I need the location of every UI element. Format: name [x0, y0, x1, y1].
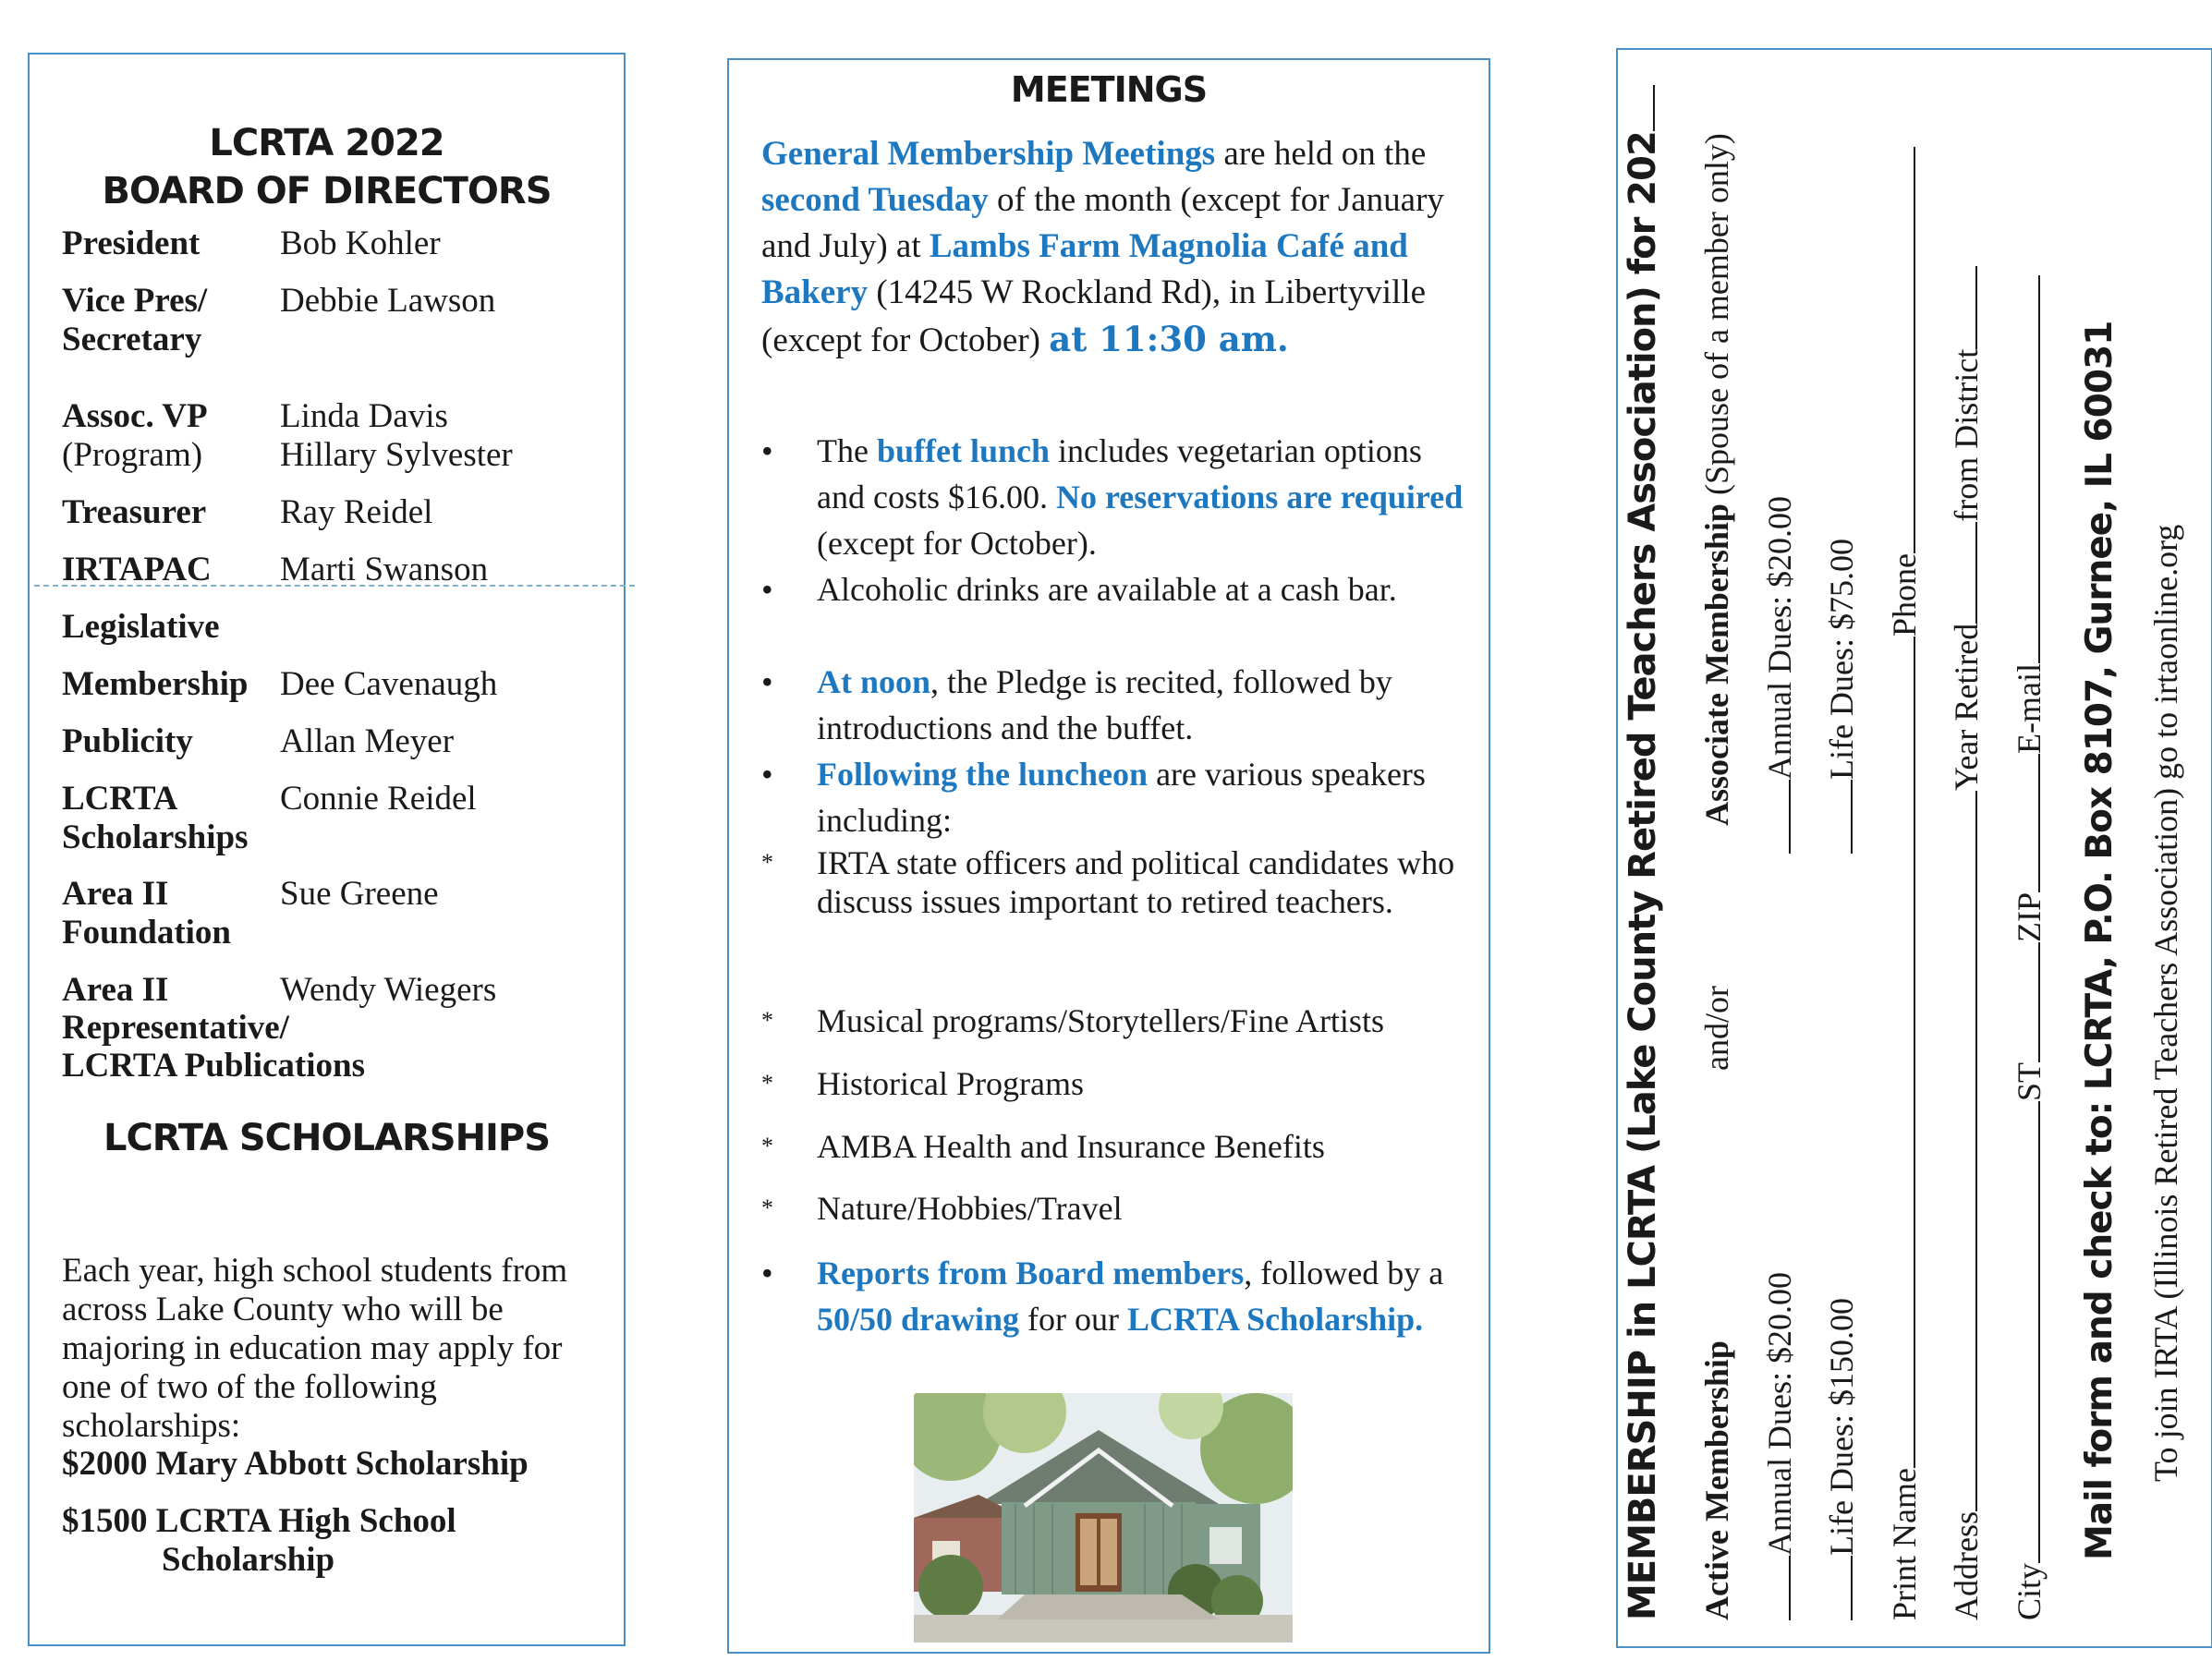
list-text: (except for October). — [817, 525, 1097, 562]
star-bullet: * — [761, 849, 773, 876]
associate-note: (Spouse of a member only) — [1698, 133, 1735, 504]
star-bullet: * — [761, 1194, 773, 1221]
list-text: , the Pledge is recited, followed by introductions and the buffet. — [817, 663, 1392, 746]
district-field[interactable] — [1950, 266, 1977, 349]
meetings-title: MEETINGS — [1010, 69, 1208, 110]
highlight-text: buffet lunch — [876, 432, 1050, 469]
list-text: The — [817, 432, 877, 469]
list-text: includes vegetarian options and costs $16.00. — [817, 432, 1422, 515]
scholarship-item-cont: Scholarship — [162, 1541, 335, 1579]
life-assoc-checkbox[interactable] — [1825, 780, 1853, 854]
zip-field[interactable] — [2012, 754, 2040, 892]
phone-field[interactable] — [1888, 147, 1915, 553]
star-bullet: * — [761, 1007, 773, 1034]
life-active-checkbox[interactable] — [1825, 1556, 1853, 1620]
highlight-text: At noon — [817, 663, 931, 700]
highlight-text: No reservations are required — [1055, 479, 1464, 515]
scholarship-item: $1500 LCRTA High School — [62, 1502, 456, 1540]
board-title-year: LCRTA 2022 — [209, 122, 444, 164]
board-name: Bob Kohler — [280, 224, 441, 262]
board-role: IRTAPAC — [62, 551, 212, 588]
zip-label: ZIP — [2011, 891, 2048, 942]
intro-text: of the month (except for January and July) at — [761, 181, 1444, 265]
board-role: Vice Pres/ — [62, 282, 208, 320]
list-text: IRTA state officers and political candidates who discuss issues important to retired teachers. — [817, 844, 1455, 920]
board-name: Sue Greene — [280, 875, 439, 913]
address-label: Address — [1948, 1511, 1985, 1620]
board-role: Foundation — [62, 914, 232, 952]
year-retired-label: Year Retired — [1948, 623, 1985, 792]
highlight-text: Lambs Farm Magnolia Café and Bakery — [761, 227, 1408, 311]
board-name: Marti Swanson — [280, 551, 489, 588]
board-role: Membership — [62, 665, 249, 703]
bullet: • — [761, 432, 773, 469]
board-role: Assoc. VP — [62, 397, 208, 435]
city-row — [2010, 275, 2048, 1620]
intro-text: are held on the — [1215, 135, 1427, 173]
life-assoc-label: Life Dues: $75.00 — [1823, 539, 1860, 780]
highlight-text: Following the luncheon — [817, 756, 1149, 793]
annual-assoc-label: Annual Dues: $20.00 — [1761, 496, 1798, 780]
scholarship-item: $2000 Mary Abbott Scholarship — [62, 1445, 529, 1483]
scholarships-description: Each year, high school students from across Lake County who will be majoring in education may apply for one of two of the following scholarships: — [62, 1252, 568, 1445]
list-text: AMBA Health and Insurance Benefits — [817, 1128, 1325, 1165]
st-field[interactable] — [2012, 942, 2040, 1062]
associate-membership-label: Associate Membership — [1698, 503, 1735, 826]
membership-form-panel — [1616, 48, 2212, 1648]
list-text: , followed by a — [1244, 1255, 1444, 1291]
active-membership-label: Active Membership — [1698, 1340, 1735, 1620]
life-active-label: Life Dues: $150.00 — [1823, 1298, 1860, 1556]
list-text: are various speakers including: — [817, 756, 1426, 839]
board-title: BOARD OF DIRECTORS — [102, 170, 552, 212]
board-name: Connie Reidel — [280, 780, 477, 818]
and-or-label: and/or — [1698, 986, 1735, 1071]
board-role: LCRTA — [62, 780, 178, 818]
phone-label: Phone — [1886, 553, 1923, 637]
highlight-text: LCRTA Scholarship. — [1127, 1301, 1424, 1338]
board-role: Legislative — [62, 608, 220, 646]
life-dues-row — [1822, 539, 1861, 1620]
list-text: Nature/Hobbies/Travel — [817, 1190, 1123, 1227]
board-role: Secretary — [62, 321, 202, 358]
board-role: (Program) — [62, 436, 203, 474]
email-label: E-mail — [2011, 663, 2048, 754]
city-label: City — [2011, 1562, 2048, 1620]
bullet: • — [761, 1255, 773, 1291]
print-name-label: Print Name — [1886, 1468, 1923, 1620]
city-field[interactable] — [2012, 1101, 2040, 1563]
email-field[interactable] — [2012, 275, 2040, 663]
board-name: Hillary Sylvester — [280, 436, 513, 474]
board-role: Area II — [62, 875, 169, 913]
highlight-text: 50/50 drawing — [817, 1301, 1020, 1338]
board-role: Scholarships — [62, 818, 249, 856]
rotated-form — [1622, 48, 2212, 1643]
annual-dues-row — [1760, 496, 1799, 1620]
meetings-panel — [727, 58, 1490, 1654]
list-text: Historical Programs — [817, 1065, 1084, 1102]
star-bullet: * — [761, 1133, 773, 1159]
from-district-label: from District — [1948, 348, 1985, 522]
address-field[interactable] — [1950, 791, 1977, 1511]
board-role: LCRTA Publications — [62, 1047, 365, 1085]
board-name: Wendy Wiegers — [280, 971, 497, 1009]
annual-active-checkbox[interactable] — [1763, 1556, 1791, 1620]
board-role: Publicity — [62, 722, 193, 760]
print-name-field[interactable] — [1888, 637, 1915, 1468]
board-role: Representative/ — [62, 1009, 289, 1047]
board-name: Dee Cavenaugh — [280, 665, 498, 703]
year-retired-field[interactable] — [1950, 522, 1977, 624]
board-role: President — [62, 224, 201, 262]
highlight-text: second Tuesday — [761, 181, 989, 219]
list-text: for our — [1019, 1301, 1127, 1338]
board-name: Linda Davis — [280, 397, 448, 435]
scholarships-title: LCRTA SCHOLARSHIPS — [103, 1117, 551, 1159]
board-role: Treasurer — [62, 493, 207, 531]
year-blank[interactable] — [1627, 85, 1655, 131]
bullet: • — [761, 756, 773, 793]
form-title-text: MEMBERSHIP in LCRTA (Lake County Retired Teachers Association) for 202 — [1622, 131, 1664, 1620]
st-label: ST — [2011, 1061, 2048, 1101]
highlight-text: General Membership Meetings — [761, 135, 1216, 173]
form-title — [1622, 85, 1664, 1620]
board-name: Debbie Lawson — [280, 282, 496, 320]
board-role: Area II — [62, 971, 169, 1009]
bullet: • — [761, 571, 773, 608]
bullet: • — [761, 663, 773, 700]
board-name: Ray Reidel — [280, 493, 433, 531]
list-text: Musical programs/Storytellers/Fine Artists — [817, 1002, 1384, 1039]
star-bullet: * — [761, 1070, 773, 1097]
name-phone-row — [1885, 147, 1924, 1620]
address-row — [1947, 266, 1986, 1620]
membership-type-row — [1697, 133, 1736, 1620]
mail-to-instruction: Mail form and check to: LCRTA, P.O. Box 8107, Gurnee, IL 60031 — [2079, 321, 2121, 1560]
board-panel — [28, 53, 626, 1646]
highlight-text: at 11:30 am. — [1049, 319, 1289, 359]
board-name: Allan Meyer — [280, 722, 455, 760]
list-text: Alcoholic drinks are available at a cash bar. — [817, 571, 1397, 608]
highlight-text: Reports from Board members — [817, 1255, 1245, 1291]
annual-active-label: Annual Dues: $20.00 — [1761, 1272, 1798, 1556]
meetings-intro — [761, 131, 1464, 364]
intro-text: (14245 W Rockland Rd), in Libertyville (except for October) — [761, 273, 1427, 359]
join-irta-note: To join IRTA (Illinois Retired Teachers Association) go to irtaonline.org — [2147, 524, 2184, 1482]
venue-photo — [914, 1393, 1293, 1643]
annual-assoc-checkbox[interactable] — [1763, 780, 1791, 854]
